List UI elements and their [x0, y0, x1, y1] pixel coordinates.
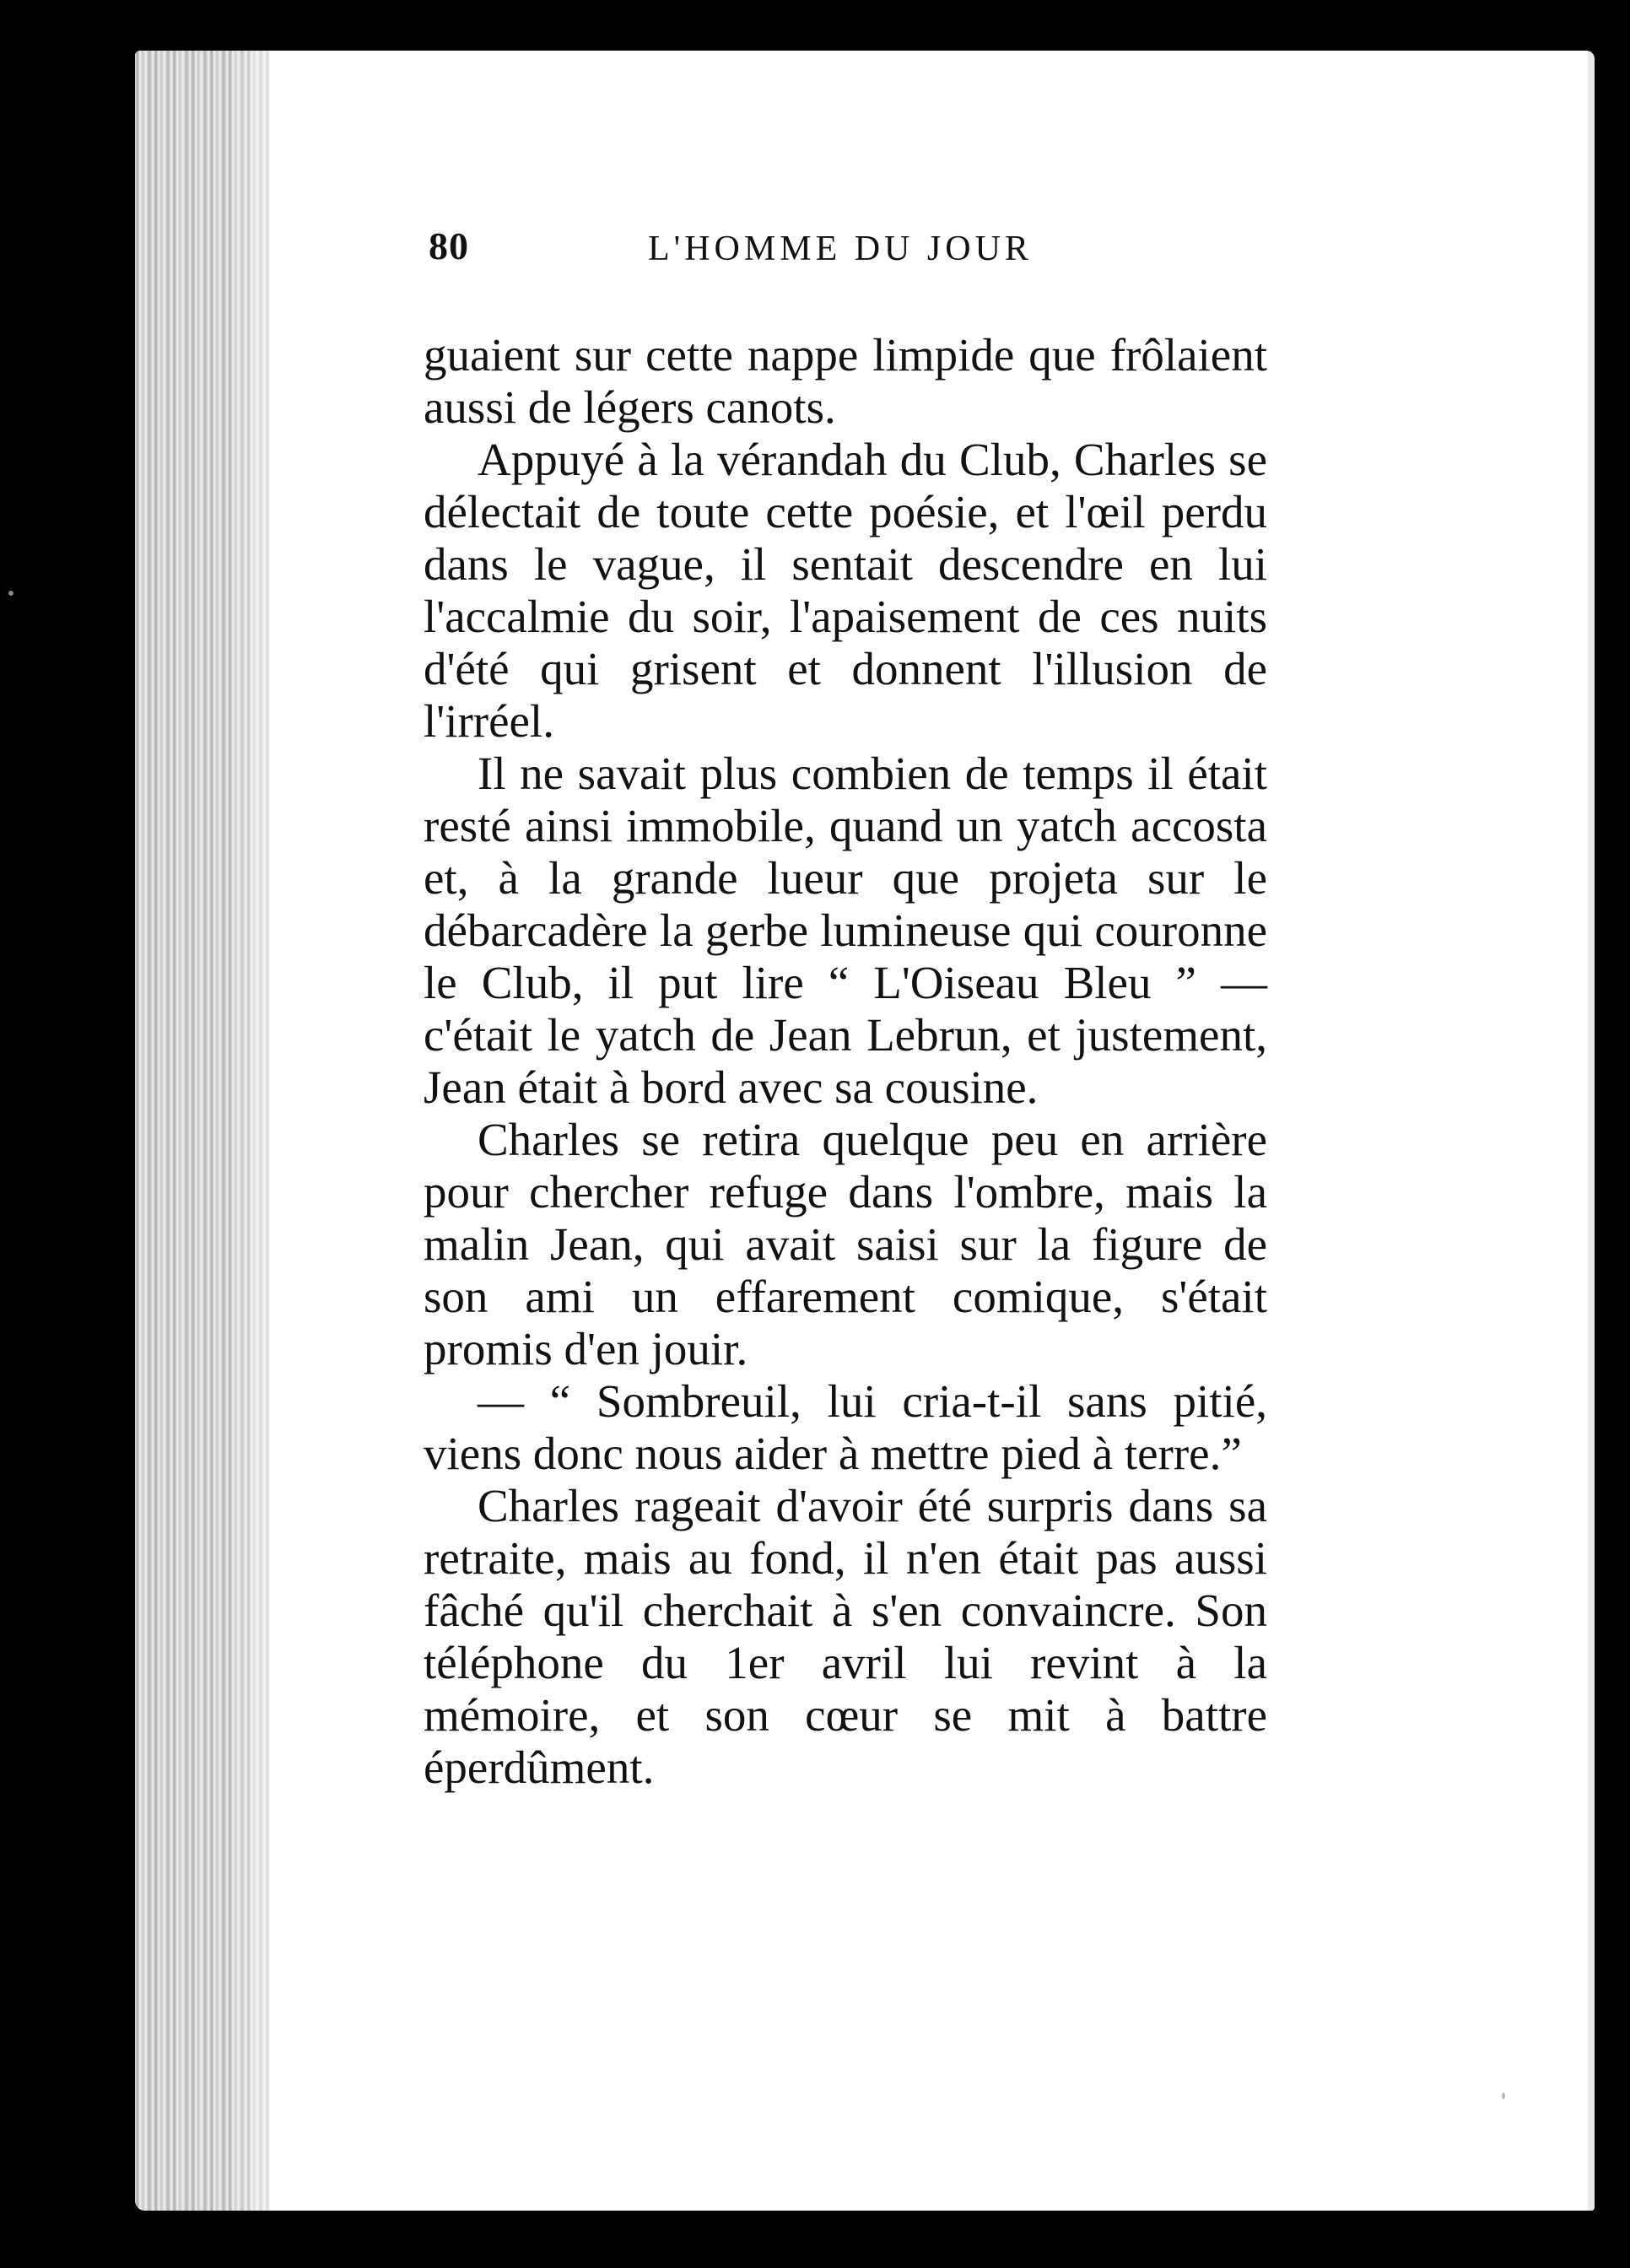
- running-title: L'HOMME DU JOUR: [648, 230, 1033, 268]
- gutter-shadow: [228, 51, 295, 2211]
- scan-speck: [1502, 2092, 1505, 2099]
- body-text: [424, 329, 1267, 1794]
- paragraph-4: Charles se retira quelque peu en arrière pour chercher refuge dans l'ombre, mais la malin Jean, qui avait saisi sur la figure de son ami un effarement comique, s'était promis d'en jouir.: [424, 1114, 1267, 1374]
- paragraph-1: guaient sur cette nappe limpide que frôlaient aussi de légers canots.: [424, 329, 1267, 433]
- paragraph-5: — “ Sombreuil, lui cria-t-il sans pitié, viens donc nous aider à mettre pied à terre.”: [424, 1375, 1267, 1479]
- running-header: [429, 224, 1264, 291]
- paragraph-6: Charles rageait d'avoir été surpris dans sa retraite, mais au fond, il n'en était pas aussi fâché qu'il cherchait à s'en convaincre. Son téléphone du 1er avril lui revint à la mémoire, et son cœur se mit à battre éperdûment.: [424, 1480, 1267, 1793]
- scan-speck: [8, 591, 13, 596]
- page-edge: [1588, 51, 1595, 2211]
- page-number: 80: [429, 224, 469, 267]
- paragraph-3: Il ne savait plus combien de temps il était resté ainsi immobile, quand un yatch accosta et, à la grande lueur que projeta sur le débarcadère la gerbe lumineuse qui couronne le Club, il put lire “ L'Oiseau Bleu ” — c'était le yatch de Jean Lebrun, et justement, Jean était à bord avec sa cousine.: [424, 748, 1267, 1113]
- paragraph-2: Appuyé à la vérandah du Club, Charles se délectait de toute cette poésie, et l'œil perdu dans le vague, il sentait descendre en lui l'accalmie du soir, l'apaisement de ces nuits d'été qui grisent et donnent l'illusion de l'irréel.: [424, 434, 1267, 747]
